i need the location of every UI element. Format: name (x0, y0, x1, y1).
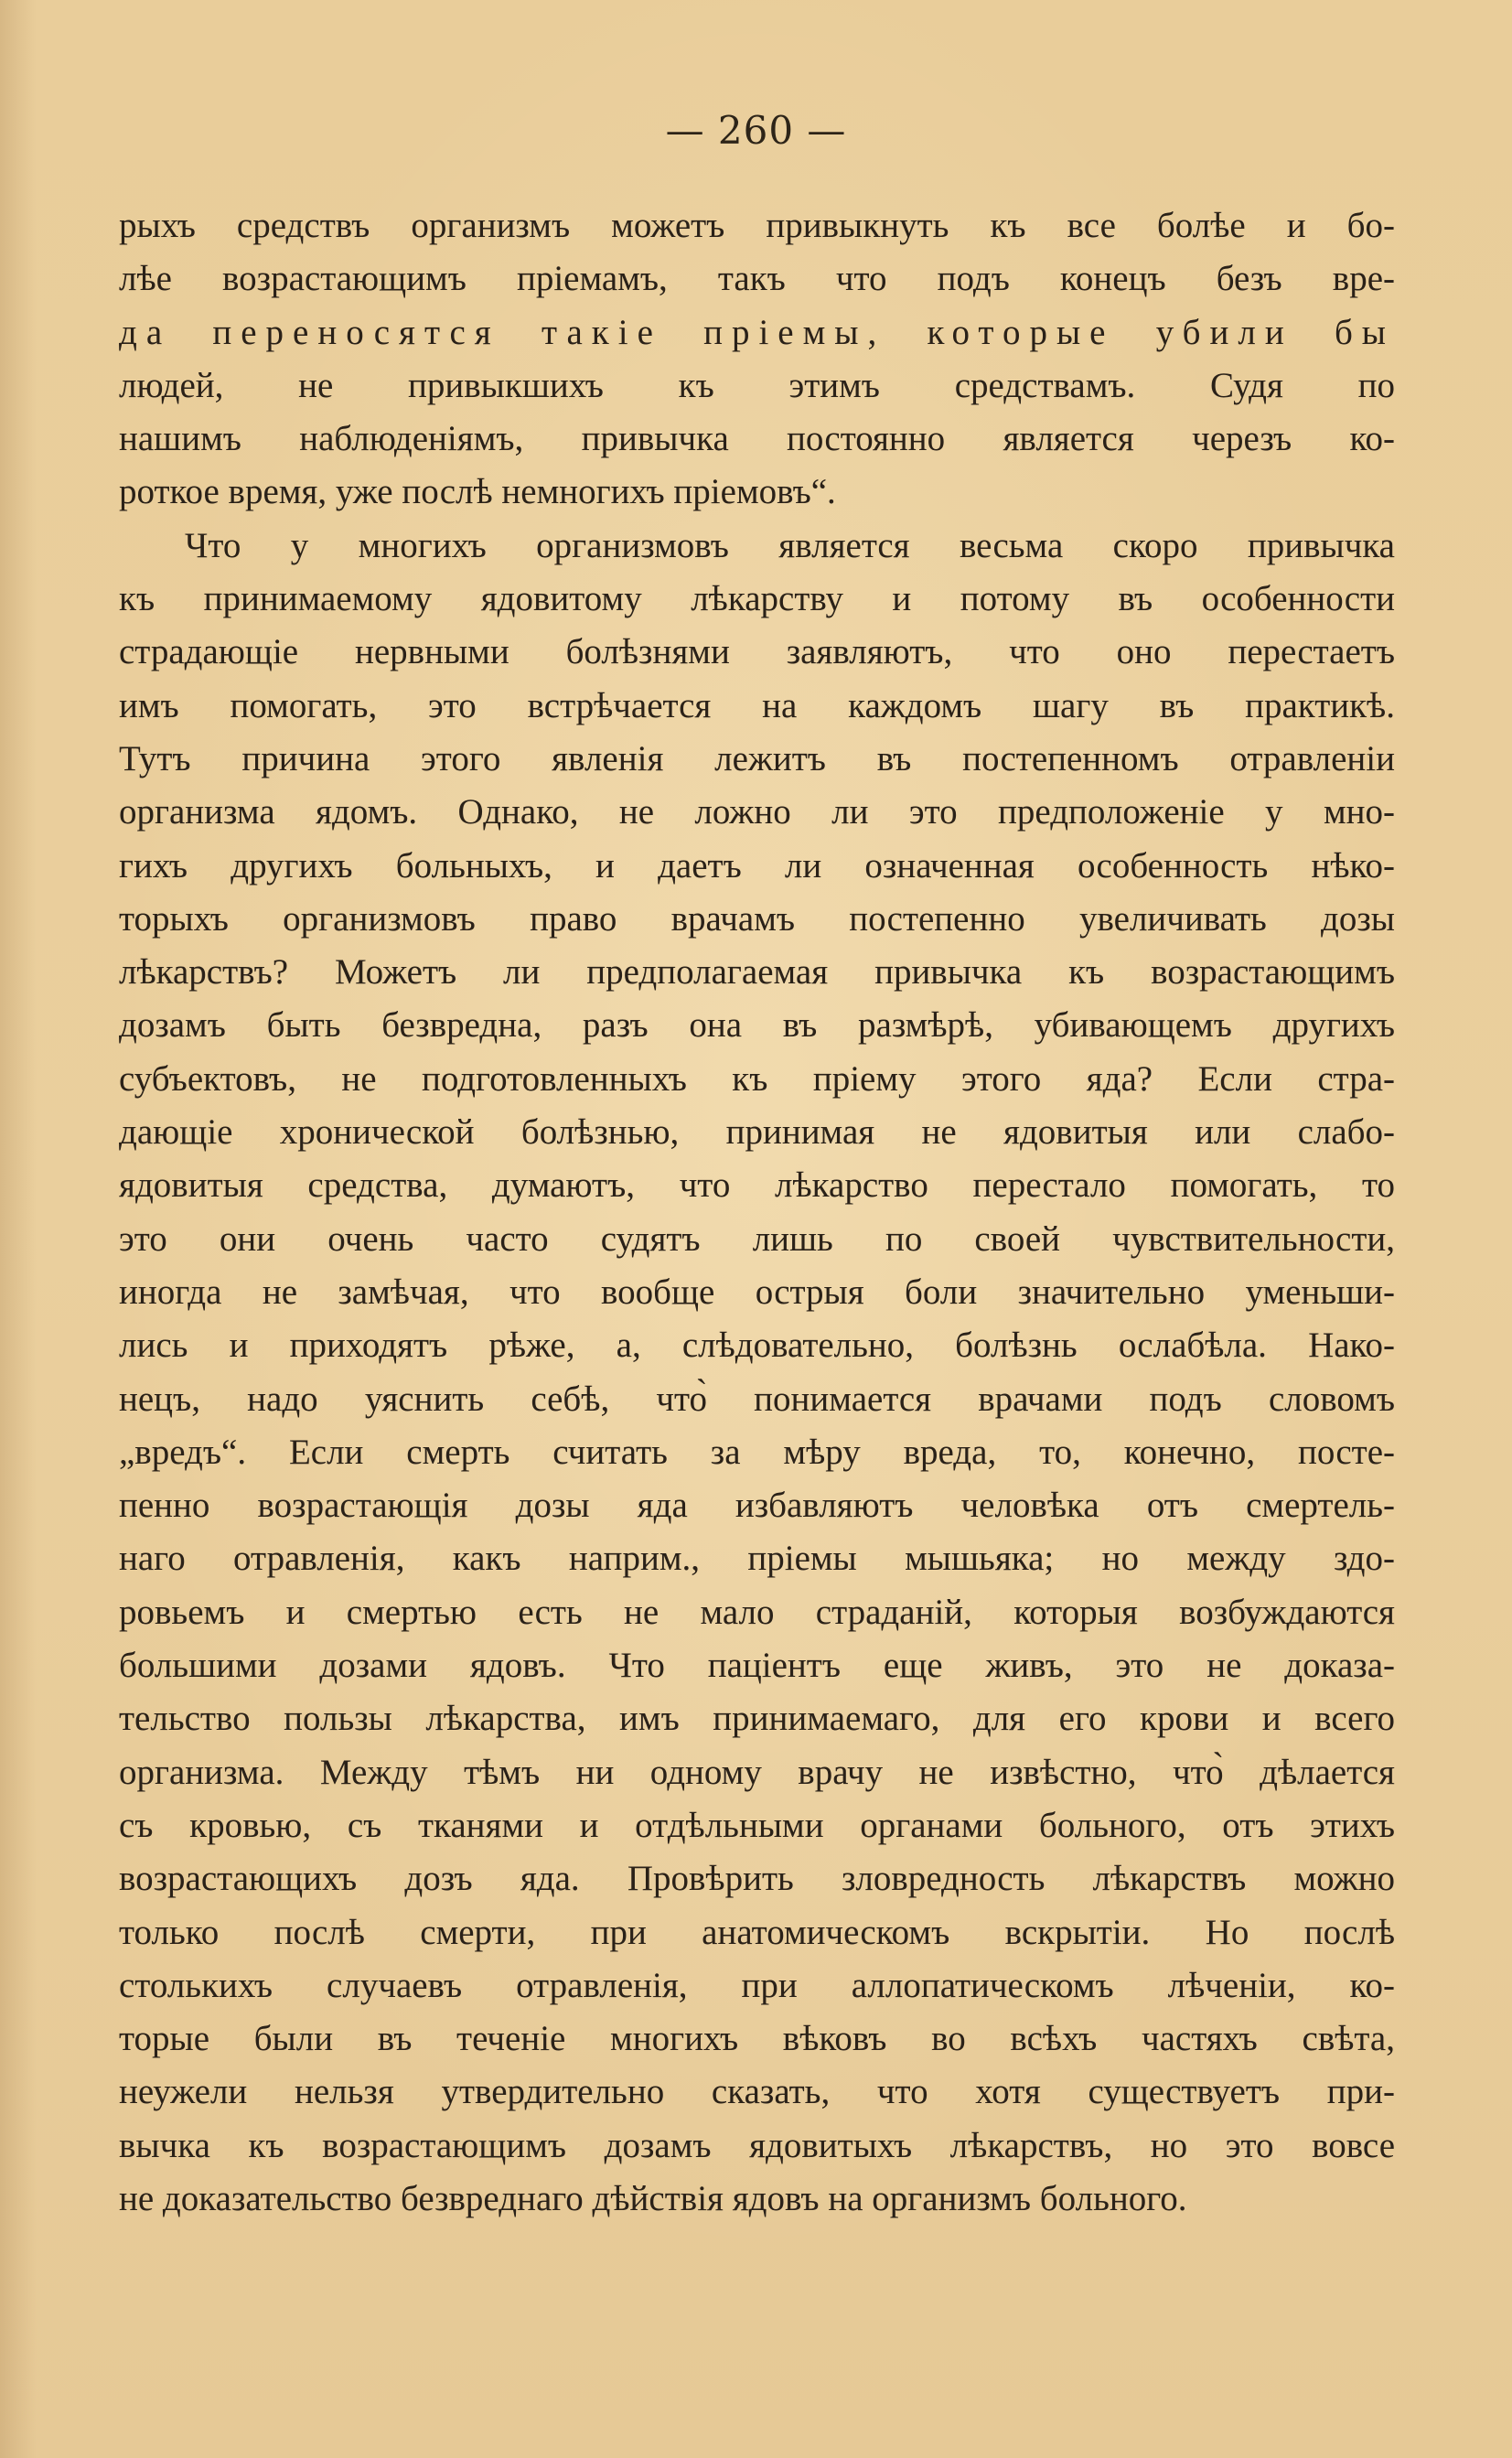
text-line: имъ помогать, это встрѣчается на каждомъ шагу въ практикѣ. (119, 685, 1395, 725)
text-line: гихъ другихъ больныхъ, и даетъ ли означенная особенность нѣко- (119, 845, 1395, 886)
text-line: людей, не привыкшихъ къ этимъ средствамъ. Судя по (119, 365, 1395, 405)
text-line: организма ядомъ. Однако, не ложно ли это предположеніе у мно- (119, 792, 1395, 832)
text-line: организма. Между тѣмъ ни одному врачу не извѣстно, что̀ дѣлается (119, 1752, 1395, 1792)
text-line: наго отравленія, какъ наприм., пріемы мышьяка; но между здо- (119, 1539, 1395, 1579)
text-line: пенно возрастающія дозы яда избавляютъ человѣка отъ смертель- (119, 1486, 1395, 1526)
text-line: большими дозами ядовъ. Что паціентъ еще живъ, это не доказа- (119, 1646, 1395, 1686)
text-line: Тутъ причина этого явленія лежитъ въ постепенномъ отравленіи (119, 738, 1395, 778)
body-text (119, 199, 1395, 2226)
text-line: это они очень часто судятъ лишь по своей чувствительности, (119, 1218, 1395, 1259)
text-line: ядовитыя средства, думаютъ, что лѣкарство перестало помогать, то (119, 1165, 1395, 1206)
text-line: лѣкарствъ? Можетъ ли предполагаемая привычка къ возрастающимъ (119, 952, 1395, 993)
text-line: не доказательство безвреднаго дѣйствія ядовъ на организмъ больного. (119, 2178, 1187, 2218)
page-number: — 260 — (665, 108, 847, 153)
text-line: роткое время, уже послѣ немногихъ пріемовъ“. (119, 472, 836, 512)
text-line: торыхъ организмовъ право врачамъ постепенно увеличивать дозы (119, 898, 1395, 939)
text-line: Что у многихъ организмовъ является весьма скоро привычка (185, 525, 1395, 565)
text-line: да переносятся такіе пріемы, которые убили бы (119, 312, 1395, 352)
text-line: лись и приходятъ рѣже, а, слѣдовательно, болѣзнь ослабѣла. Нако- (119, 1326, 1395, 1366)
text-line: рыхъ средствъ организмъ можетъ привыкнуть къ все болѣе и бо- (119, 206, 1395, 245)
text-line: съ кровью, съ тканями и отдѣльными органами больного, отъ этихъ (119, 1805, 1395, 1845)
text-line: субъектовъ, не подготовленныхъ къ пріему этого яда? Если стра- (119, 1058, 1395, 1099)
text-line: столькихъ случаевъ отравленія, при аллопатическомъ лѣченіи, ко- (119, 1965, 1395, 2005)
text-line: ровьемъ и смертью есть не мало страданій, которыя возбуждаются (119, 1592, 1395, 1632)
text-line: „вредъ“. Если смерть считать за мѣру вреда, то, конечно, посте- (119, 1432, 1395, 1472)
text-line: дающіе хронической болѣзнью, принимая не ядовитыя или слабо- (119, 1112, 1395, 1153)
text-line: къ принимаемому ядовитому лѣкарству и потому въ особенности (119, 579, 1395, 619)
text-line: возрастающихъ дозъ яда. Провѣрить зловредность лѣкарствъ можно (119, 1859, 1395, 1899)
text-line: нашимъ наблюденіямъ, привычка постоянно является черезъ ко- (119, 419, 1395, 459)
text-line: тельство пользы лѣкарства, имъ принимаемаго, для его крови и всего (119, 1699, 1395, 1739)
text-line: неужели нельзя утвердительно сказать, что хотя существуетъ при- (119, 2072, 1395, 2112)
text-line: нецъ, надо уяснить себѣ, что̀ понимается врачами подъ словомъ (119, 1379, 1395, 1419)
text-line: дозамъ быть безвредна, разъ она въ размѣрѣ, убивающемъ другихъ (119, 1005, 1395, 1046)
text-line: торые были въ теченіе многихъ вѣковъ во всѣхъ частяхъ свѣта, (119, 2019, 1395, 2059)
page-edge-shadow (0, 0, 37, 2458)
text-line: лѣе возрастающимъ пріемамъ, такъ что подъ конецъ безъ вре- (119, 259, 1395, 299)
text-line: страдающіе нервными болѣзнями заявляютъ, что оно перестаетъ (119, 632, 1395, 672)
text-line: вычка къ возрастающимъ дозамъ ядовитыхъ лѣкарствъ, но это вовсе (119, 2125, 1395, 2165)
text-line: иногда не замѣчая, что вообще острыя боли значительно уменьши- (119, 1272, 1395, 1312)
text-line: только послѣ смерти, при анатомическомъ вскрытіи. Но послѣ (119, 1912, 1395, 1952)
